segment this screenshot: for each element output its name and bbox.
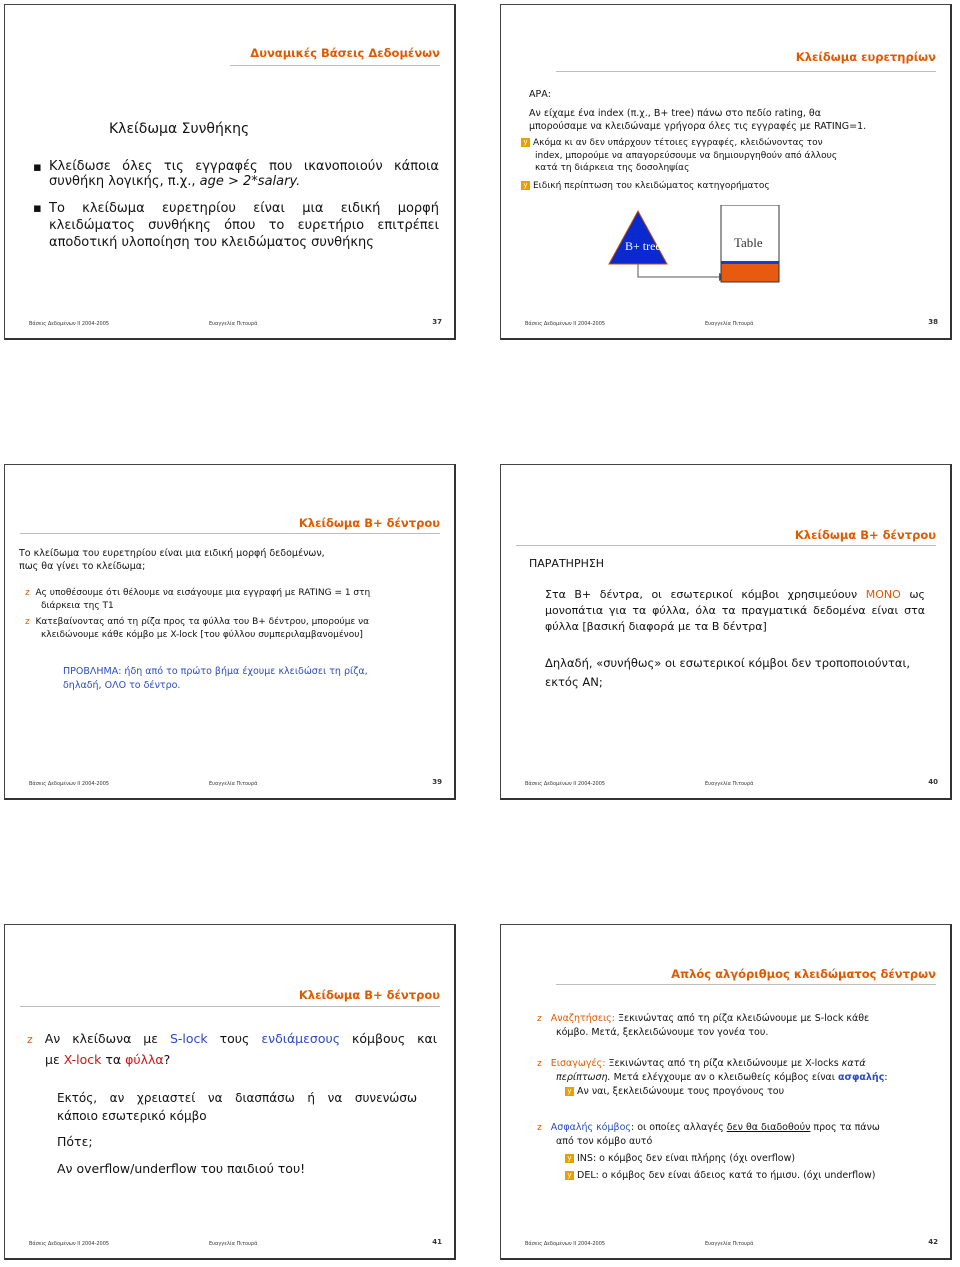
insert-label: Εισαγωγές: <box>550 1058 606 1069</box>
slide-header: Κλείδωμα B+ δέντρου <box>298 516 440 530</box>
slide-footer <box>501 1238 950 1250</box>
table-label: Table <box>734 235 763 250</box>
slide-header: Κλείδωμα B+ δέντρου <box>298 988 440 1002</box>
slide-header: Απλός αλγόριθμος κλειδώματος δέντρων <box>671 967 936 981</box>
bullet-line: Κλείδωσε όλες τις εγγραφές που ικανοποιούν κάποια <box>49 159 439 174</box>
when-question: Πότε; <box>57 1134 93 1149</box>
page-number: 41 <box>432 1238 442 1246</box>
text-line: από τον κόμβο αυτό <box>556 1136 653 1147</box>
text-line: Αν κλείδωνα με <box>44 1031 170 1046</box>
slide-37 <box>4 4 456 340</box>
slide-footer <box>5 1238 454 1250</box>
slide-42 <box>500 924 952 1260</box>
slide-header: Δυναμικές Βάσεις Δεδομένων <box>250 46 440 60</box>
slide-header: Κλείδωμα ευρετηρίων <box>795 50 936 64</box>
slide-footer <box>5 318 454 330</box>
text-line: ως <box>900 588 925 601</box>
text-line: Ξεκινώντας από τη ρίζα κλειδώνουμε με X-locks <box>605 1058 842 1069</box>
text-line: με <box>45 1052 64 1067</box>
slide-40 <box>500 464 952 800</box>
problem-note <box>63 665 368 693</box>
text-line: Το κλείδωμα του ευρετηρίου είναι μια ειδική μορφή δεδομένων, <box>19 548 325 559</box>
footer-course: Βάσεις Δεδομένων ΙΙ 2004-2005 <box>29 1241 110 1247</box>
check-bullet-icon: y <box>521 181 530 190</box>
footer-author: Ευαγγελία Πιτουρά <box>209 1241 258 1247</box>
footer-author: Ευαγγελία Πιτουρά <box>209 781 258 787</box>
text-line: Εκτός, αν χρειαστεί να διασπάσω ή να συνενώσω <box>57 1091 417 1105</box>
bullet-text-1 <box>49 159 439 189</box>
z-bullet-icon: z <box>25 617 30 627</box>
check-bullet-icon: y <box>521 138 530 147</box>
bullet-line: κλειδώματος συνθήκης όπου το ευρετήριο επιτρέπει <box>49 218 439 233</box>
table-rows <box>721 263 779 282</box>
text-line: κόμβους και <box>340 1031 437 1046</box>
text-line: μπορούσαμε να κλειδώναμε γρήγορα όλες τις εγγραφές με RATING=1. <box>529 121 867 132</box>
check-bullet-icon: y <box>565 1154 574 1163</box>
safe-node-label: Ασφαλής κόμβος <box>550 1122 631 1133</box>
check-bullet-icon: y <box>565 1087 574 1096</box>
bullet-line: αποδοτική υλοποίηση του κλειδώματος συνθήκης <box>49 235 374 250</box>
footer-author: Ευαγγελία Πιτουρά <box>209 321 258 327</box>
z-bullet-icon: z <box>537 1123 542 1133</box>
text-line: : <box>884 1072 888 1083</box>
bullet-line: συνθήκη λογικής, π.χ., <box>49 174 200 189</box>
page-number: 40 <box>928 778 938 786</box>
slide-39 <box>4 464 456 800</box>
text-line: : οι οποίες αλλαγές <box>631 1122 727 1133</box>
text-line: Αν ναι, ξεκλειδώνουμε τους προγόνους του <box>577 1086 785 1097</box>
text-line: δηλαδή, ΟΛΟ το δέντρο. <box>63 680 181 691</box>
sub-bullet-2 <box>521 181 770 191</box>
question <box>19 547 325 573</box>
page-number: 38 <box>928 318 938 326</box>
text-line: προς τα πάνω <box>810 1122 880 1133</box>
question <box>27 1029 437 1070</box>
bullet-marker: ▪ <box>33 160 42 175</box>
page-number: 37 <box>432 318 442 326</box>
header-rule <box>516 545 936 546</box>
note-label: ΠΑΡΑΤΗΡΗΣΗ <box>529 557 605 570</box>
footer-course: Βάσεις Δεδομένων ΙΙ 2004-2005 <box>29 321 110 327</box>
highlight-mono: ΜΟΝΟ <box>865 588 901 601</box>
text-line: Ας υποθέσουμε ότι θέλουμε να εισάγουμε μια εγγραφή με RATING = 1 στη <box>35 588 371 598</box>
z-bullet-icon: z <box>27 1033 33 1046</box>
check-bullet-icon: y <box>565 1171 574 1180</box>
table-box <box>721 205 779 263</box>
highlight-leaves: φύλλα <box>125 1052 164 1067</box>
slide-footer <box>5 778 454 790</box>
text-line: Δηλαδή, «συνήθως» οι εσωτερικοί κόμβοι δεν τροποποιούνται, <box>545 656 911 670</box>
text-line: κατά τη διάρκεια της δοσοληψίας <box>535 163 690 173</box>
header-rule <box>556 71 936 72</box>
slide-41 <box>4 924 456 1260</box>
text-line: Κατεβαίνοντας από τη ρίζα προς τα φύλλα του B+ δέντρου, μπορούμε να <box>35 617 370 627</box>
paragraph <box>529 107 866 133</box>
btree-label: B+ tree <box>625 239 661 253</box>
safe-highlight: ασφαλής <box>838 1072 885 1083</box>
footer-author: Ευαγγελία Πιτουρά <box>705 1241 754 1247</box>
footer-author: Ευαγγελία Πιτουρά <box>705 321 754 327</box>
ins-case: INS: ο κόμβος δεν είναι πλήρης (όχι overflow) <box>577 1153 796 1164</box>
slide-footer <box>501 778 950 790</box>
footer-course: Βάσεις Δεδομένων ΙΙ 2004-2005 <box>29 781 110 787</box>
text-line: μονοπάτια για τα φύλλα, όλα τα πραγματικά δεδομένα είναι στα <box>545 604 925 617</box>
slide-title: Κλείδωμα Συνθήκης <box>109 121 250 137</box>
footer-course: Βάσεις Δεδομένων ΙΙ 2004-2005 <box>525 321 606 327</box>
text-line: index, μπορούμε να απαγορεύσουμε να δημιουργηθούν από άλλους <box>535 150 838 161</box>
text-line: Ειδική περίπτωση του κλειδώματος κατηγορήματος <box>533 181 770 191</box>
item-1 <box>25 587 370 613</box>
page-number: 39 <box>432 778 442 786</box>
explanation <box>57 1089 417 1125</box>
text-line: διάρκεια της T1 <box>41 601 114 611</box>
bullet-text-2 <box>49 200 439 251</box>
ara-label: ΑΡΑ: <box>529 89 551 100</box>
btree-triangle <box>609 211 667 264</box>
paragraph-2 <box>545 654 910 692</box>
footer-course: Βάσεις Δεδομένων ΙΙ 2004-2005 <box>525 781 606 787</box>
text-line: Ακόμα κι αν δεν υπάρχουν τέτοιες εγγραφές, κλειδώνοντας τον <box>533 138 823 148</box>
connector-line <box>638 264 719 277</box>
sub-bullet-1 <box>521 137 837 175</box>
header-rule <box>556 984 936 985</box>
header-rule <box>20 1006 440 1007</box>
text-line: Μετά ελέγχουμε αν ο κλειδωθείς κόμβος είναι <box>610 1072 839 1083</box>
slide-footer <box>501 318 950 330</box>
table-highlight <box>721 261 779 264</box>
text-line: πως θα γίνει το κλείδωμα; <box>19 561 146 572</box>
paragraph-1 <box>545 587 925 635</box>
text-line: τους <box>207 1031 262 1046</box>
header-rule <box>230 65 440 66</box>
highlight-inner: ενδιάμεσους <box>261 1031 341 1046</box>
answer: Αν overflow/underflow του παιδιού του! <box>57 1161 306 1176</box>
text-line: τα <box>101 1052 126 1067</box>
text-line: Αν είχαμε ένα index (π.χ., B+ tree) πάνω στο πεδίο rating, θα <box>529 108 821 119</box>
highlight-slock: S-lock <box>169 1031 208 1046</box>
text-line: ΠΡΟΒΛΗΜΑ: ήδη από το πρώτο βήμα έχουμε κλειδώσει τη ρίζα, <box>63 666 368 677</box>
slide-38 <box>500 4 952 340</box>
page-number: 42 <box>928 1238 938 1246</box>
text-line: Στα B+ δέντρα, οι εσωτερικοί κόμβοι χρησιμεύουν <box>545 588 866 601</box>
text-line: ? <box>163 1052 171 1067</box>
text-line: εκτός ΑΝ; <box>545 675 603 689</box>
text-line: κόμβο. Μετά, ξεκλειδώνουμε τον γονέα του. <box>556 1027 769 1038</box>
text-line: φύλλα [βασική διαφορά με τα B δέντρα] <box>545 620 767 633</box>
bullet-italic: age > 2*salary. <box>199 174 301 189</box>
item-2 <box>25 616 369 642</box>
z-bullet-icon: z <box>537 1059 542 1069</box>
bullet-line: Το κλείδωμα ευρετηρίου είναι μια ειδική μορφή <box>49 201 439 216</box>
italic-text: κατά <box>841 1058 866 1069</box>
italic-text: περίπτωση. <box>556 1072 611 1083</box>
z-bullet-icon: z <box>537 1014 542 1024</box>
search-item <box>537 1012 869 1039</box>
bullet-marker: ▪ <box>33 201 42 216</box>
z-bullet-icon: z <box>25 588 30 598</box>
header-rule <box>20 533 440 534</box>
safe-node-item <box>537 1121 880 1183</box>
underlined-text: δεν θα διαδοθούν <box>726 1122 811 1133</box>
text-line: Ξεκινώντας από τη ρίζα κλειδώνουμε με S-lock κάθε <box>614 1013 870 1024</box>
footer-course: Βάσεις Δεδομένων ΙΙ 2004-2005 <box>525 1241 606 1247</box>
search-label: Αναζητήσεις: <box>550 1013 615 1024</box>
text-line: κάποιο εσωτερικό κόμβο <box>57 1109 207 1123</box>
footer-author: Ευαγγελία Πιτουρά <box>705 781 754 787</box>
slide-header: Κλείδωμα B+ δέντρου <box>794 528 936 542</box>
text-line: κλειδώνουμε κάθε κόμβο με X-lock [του φύλλου συμπεριλαμβανομένου] <box>41 630 363 640</box>
highlight-xlock: X-lock <box>63 1052 102 1067</box>
del-case: DEL: ο κόμβος δεν είναι άδειος κατά το ήμισυ. (όχι underflow) <box>577 1170 876 1181</box>
insert-item <box>537 1057 888 1099</box>
